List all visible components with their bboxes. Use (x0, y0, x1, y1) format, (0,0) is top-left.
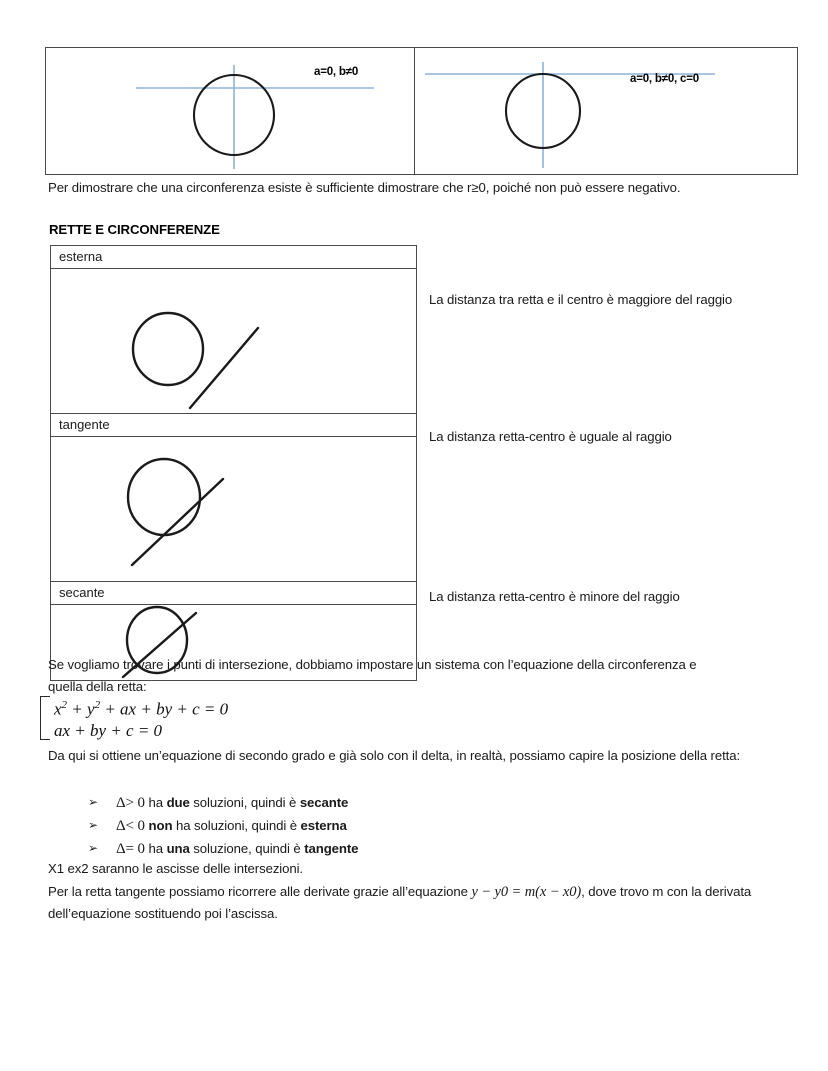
tangent-formula: y − y0 = m(x − x0) (471, 884, 582, 900)
table-row-label-esterna: esterna (51, 246, 416, 269)
section-heading-rette-e-circonferenze: RETTE E CIRCONFERENZE (49, 222, 220, 237)
eq1-sup2: 2 (94, 698, 101, 711)
note-secante: La distanza retta-centro è minore del raggio (429, 589, 680, 604)
circle-diagram-a0-bnot0 (46, 48, 415, 174)
bullet-bold-2: tangente (304, 841, 359, 856)
arrow-bullet-icon: ➢ (88, 795, 98, 809)
bullet-text-2: soluzioni, quindi è (189, 795, 300, 810)
equation-circonferenza (54, 694, 228, 721)
eq1-sup1: 2 (61, 698, 68, 711)
bullet-text-1: ha (144, 795, 167, 810)
rette-circonferenze-table (50, 245, 417, 681)
equation-system (40, 696, 228, 740)
delta-condition: Δ= 0 (116, 841, 145, 857)
bullet-text-2: ha soluzioni, quindi è (172, 818, 301, 833)
eq1-mid: + y (67, 699, 95, 719)
delta-bullet-list (88, 791, 588, 860)
bullet-bold-1: una (166, 841, 190, 856)
table-row-label-tangente: tangente (51, 414, 416, 437)
bullet-bold-1: non (148, 818, 173, 833)
esterna-diagram (51, 269, 416, 414)
tangent-paragraph (48, 881, 788, 925)
top-figure-right-panel (415, 48, 797, 174)
top-figure-table (45, 47, 798, 175)
bullet-bold-2: esterna (300, 818, 347, 833)
tangent-text-before: Per la retta tangente possiamo ricorrere alle derivate grazie all’equazione (48, 884, 472, 899)
note-tangente: La distanza retta-centro è uguale al raggio (429, 429, 672, 444)
list-item (88, 791, 588, 814)
delta-paragraph: Da qui si ottiene un’equazione di secondo grado e già solo con il delta, in realtà, possiamo capire la posizione della retta: (48, 748, 741, 763)
x1-paragraph: X1 ex2 saranno le ascisse delle intersezioni. (48, 861, 304, 876)
circle-diagram-a0-bnot0-c0 (415, 48, 797, 174)
arrow-bullet-icon: ➢ (88, 818, 98, 832)
eq1-x: x (54, 699, 62, 719)
tangente-diagram (51, 437, 416, 582)
system-intro-paragraph: Se vogliamo trovare i punti di intersezione, dobbiamo impostare un sistema con l’equazione della circonferenza e quella della retta: (48, 657, 697, 694)
arrow-bullet-icon: ➢ (88, 841, 98, 855)
equation-retta: ax + by + c = 0 (54, 721, 163, 741)
delta-condition: Δ< 0 (116, 818, 145, 834)
figure-cell-esterna (51, 269, 416, 414)
note-esterna: La distanza tra retta e il centro è maggiore del raggio (429, 292, 733, 307)
bullet-bold-1: due (166, 795, 190, 810)
intro-paragraph: Per dimostrare che una circonferenza esiste è sufficiente dimostrare che r≥0, poiché non può essere negativo. (48, 180, 681, 195)
tangent-text-after: , dove trovo m con la derivata dell’equazione sostituendo poi l’ascissa. (48, 884, 752, 921)
table-row-label-secante: secante (51, 582, 416, 605)
figure-cell-tangente (51, 437, 416, 582)
eq1-rest: + ax + by + c = 0 (100, 699, 229, 719)
list-item (88, 837, 588, 860)
system-brace (40, 696, 50, 740)
bullet-text-1: ha (144, 841, 167, 856)
top-figure-left-label: a=0, b≠0 (314, 66, 359, 78)
top-figure-left-panel (46, 48, 415, 174)
bullet-bold-2: secante (299, 795, 349, 810)
top-figure-right-label: a=0, b≠0, c=0 (630, 73, 699, 85)
bullet-text-2: soluzione, quindi è (189, 841, 305, 856)
delta-condition: Δ> 0 (116, 795, 145, 811)
list-item (88, 814, 588, 837)
